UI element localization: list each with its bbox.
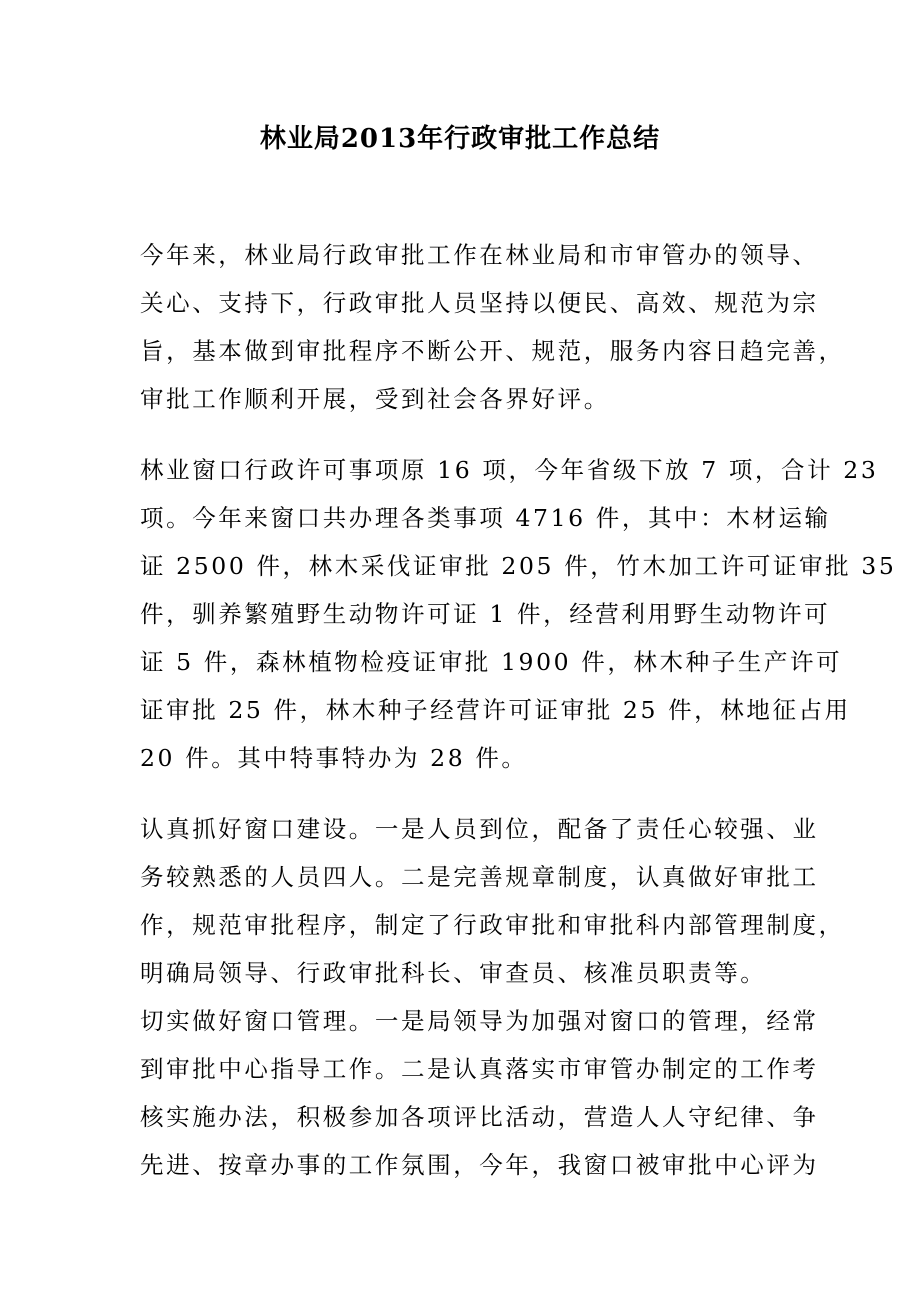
paragraph-line: 审批工作顺利开展，受到社会各界好评。 bbox=[140, 385, 610, 413]
document-title: 林业局2013年行政审批工作总结 bbox=[259, 124, 661, 154]
paragraph-line: 先进、按章办事的工作氛围，今年，我窗口被审批中心评为 bbox=[140, 1151, 819, 1179]
paragraph-line: 证审批 25 件，林木种子经营许可证审批 25 件，林地征占用 bbox=[140, 696, 851, 724]
paragraph-line: 旨，基本做到审批程序不断公开、规范，服务内容日趋完善， bbox=[140, 337, 845, 365]
paragraph-line: 核实施办法，积极参加各项评比活动，营造人人守纪律、争 bbox=[140, 1103, 819, 1131]
paragraph-line: 件，驯养繁殖野生动物许可证 1 件，经营利用野生动物许可 bbox=[140, 600, 831, 628]
paragraph-line: 到审批中心指导工作。二是认真落实市审管办制定的工作考 bbox=[140, 1055, 819, 1083]
paragraph-line: 20 件。其中特事特办为 28 件。 bbox=[140, 744, 528, 772]
paragraph-line: 项。今年来窗口共办理各类事项 4716 件，其中：木材运输 bbox=[140, 504, 831, 532]
paragraph-line: 切实做好窗口管理。一是局领导为加强对窗口的管理，经常 bbox=[140, 1007, 819, 1035]
paragraph-line: 认真抓好窗口建设。一是人员到位，配备了责任心较强、业 bbox=[140, 815, 819, 843]
paragraph-line: 关心、支持下，行政审批人员坚持以便民、高效、规范为宗 bbox=[140, 289, 819, 317]
paragraph-line: 明确局领导、行政审批科长、审查员、核准员职责等。 bbox=[140, 959, 767, 987]
paragraph-line: 林业窗口行政许可事项原 16 项，今年省级下放 7 项，合计 23 bbox=[140, 456, 879, 484]
paragraph-line: 今年来，林业局行政审批工作在林业局和市审管办的领导、 bbox=[140, 241, 819, 269]
paragraph-line: 作，规范审批程序，制定了行政审批和审批科内部管理制度， bbox=[140, 911, 845, 939]
paragraph-line: 证 2500 件，林木采伐证审批 205 件，竹木加工许可证审批 35 bbox=[140, 552, 897, 580]
paragraph-line: 证 5 件，森林植物检疫证审批 1900 件，林木种子生产许可 bbox=[140, 648, 843, 676]
paragraph-line: 务较熟悉的人员四人。二是完善规章制度，认真做好审批工 bbox=[140, 863, 819, 891]
